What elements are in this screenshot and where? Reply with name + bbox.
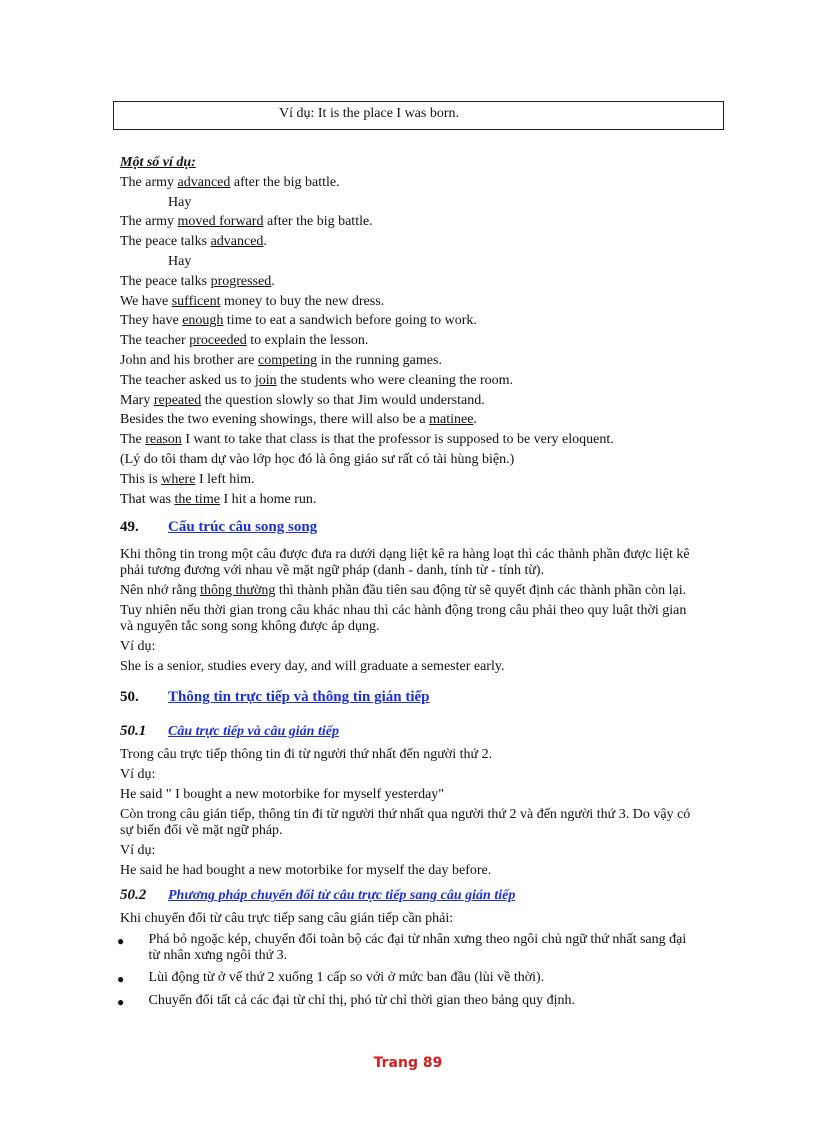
section-50-heading bbox=[120, 689, 700, 715]
section-49-heading bbox=[120, 519, 700, 545]
example-line bbox=[120, 311, 700, 331]
example-line bbox=[120, 391, 700, 411]
bullet-list bbox=[117, 932, 700, 1010]
underlined-term: competing bbox=[258, 352, 318, 368]
text-run: That was bbox=[120, 491, 175, 507]
example-label: Ví dụ: bbox=[120, 639, 156, 655]
text-run: The army bbox=[120, 214, 178, 230]
section-title-link[interactable]: Cấu trúc câu song song bbox=[168, 519, 318, 536]
text-run: . bbox=[473, 412, 477, 428]
text-run: I want to take that class is that the professor is supposed to be very eloquent. bbox=[181, 432, 614, 448]
text-run: This is bbox=[120, 471, 162, 487]
underlined-term: progressed bbox=[210, 273, 272, 289]
paragraph: Trong câu trực tiếp thông tin đi từ người thứ nhất đến người thứ 2. bbox=[120, 747, 493, 763]
underlined-term: where bbox=[161, 471, 196, 487]
text-run: in the running games. bbox=[317, 352, 442, 368]
underlined-term: join bbox=[254, 372, 277, 388]
bullet-text: Lùi động từ ở vế thứ 2 xuống 1 cấp so với ở mức ban đầu (lùi về thời). bbox=[148, 970, 545, 986]
example-line bbox=[120, 371, 700, 391]
example-sentence: He said he had bought a new motorbike for myself the day before. bbox=[120, 863, 492, 879]
underlined-term: enough bbox=[182, 313, 224, 329]
text-run: Mary bbox=[120, 392, 154, 408]
section-title-link[interactable]: Thông tin trực tiếp và thông tin gián tiếp bbox=[168, 689, 430, 706]
underlined-term: repeated bbox=[153, 392, 202, 408]
text-run: . bbox=[263, 234, 267, 250]
example-line bbox=[120, 490, 700, 510]
example-box bbox=[113, 101, 724, 130]
example-line bbox=[120, 450, 700, 470]
underlined-term: advanced bbox=[177, 174, 231, 190]
page-number: Trang 89 bbox=[373, 1055, 443, 1071]
bullet-item bbox=[117, 993, 700, 1010]
text-run: the question slowly so that Jim would understand. bbox=[201, 392, 485, 408]
text-run: The peace talks bbox=[120, 234, 211, 250]
bullet-icon: ● bbox=[117, 934, 125, 949]
example-sentence: She is a senior, studies every day, and will graduate a semester early. bbox=[120, 659, 505, 675]
example-line bbox=[120, 193, 700, 213]
subsection-number: 50.1 bbox=[120, 723, 147, 740]
subsection-title-link[interactable]: Câu trực tiếp và câu gián tiếp bbox=[168, 724, 339, 740]
underlined-term: moved forward bbox=[177, 214, 264, 230]
subsection-number: 50.2 bbox=[120, 887, 147, 904]
text-run: Hay bbox=[168, 194, 192, 210]
text-run: . bbox=[271, 273, 275, 289]
paragraph bbox=[120, 583, 700, 599]
examples-list bbox=[120, 173, 700, 510]
text-run: John and his brother are bbox=[120, 352, 259, 368]
text-run: money to buy the new dress. bbox=[220, 293, 385, 309]
bullet-text: Phá bỏ ngoặc kép, chuyển đổi toàn bộ các đại từ nhân xưng theo ngôi chủ ngữ thứ nhất sang đại từ nhân xưng ngôi thứ 3. bbox=[148, 932, 687, 964]
example-label: Ví dụ: bbox=[120, 843, 156, 859]
text-run: We have bbox=[120, 293, 172, 309]
text-run: Nên nhớ rằng bbox=[120, 583, 201, 599]
example-line bbox=[120, 252, 700, 272]
example-line bbox=[120, 173, 700, 193]
text-run: The bbox=[120, 432, 146, 448]
text-run: to explain the lesson. bbox=[246, 333, 369, 349]
text-run: after the big battle. bbox=[263, 214, 373, 230]
underlined-term: matinee bbox=[429, 412, 474, 428]
example-line bbox=[120, 470, 700, 490]
example-box-text: Ví dụ: It is the place I was born. bbox=[279, 106, 460, 121]
page-body bbox=[117, 153, 700, 1016]
bullet-item bbox=[117, 970, 700, 987]
text-run: I left him. bbox=[195, 471, 255, 487]
bullet-item bbox=[117, 932, 700, 964]
underlined-term: proceeded bbox=[189, 333, 247, 349]
example-line bbox=[120, 272, 700, 292]
example-line bbox=[120, 331, 700, 351]
section-number: 50. bbox=[120, 689, 139, 706]
example-label: Ví dụ: bbox=[120, 767, 156, 783]
text-run: the students who were cleaning the room. bbox=[276, 372, 514, 388]
text-run: The army bbox=[120, 174, 178, 190]
subsection-title-link[interactable]: Phương pháp chuyển đổi từ câu trực tiếp sang câu gián tiếp bbox=[168, 888, 516, 904]
text-run: They have bbox=[120, 313, 183, 329]
example-line bbox=[120, 410, 700, 430]
example-line bbox=[120, 351, 700, 371]
paragraph: Khi chuyển đổi từ câu trực tiếp sang câu gián tiếp cần phải: bbox=[120, 911, 454, 927]
underlined-term: sufficent bbox=[171, 293, 221, 309]
text-run: (Lý do tôi tham dự vào lớp học đó là ông giáo sư rất có tài hùng biện.) bbox=[120, 451, 515, 467]
underlined-term: thông thường bbox=[200, 583, 276, 599]
bullet-icon: ● bbox=[117, 972, 125, 987]
text-run: thì thành phần đầu tiên sau động từ sẽ quyết định các thành phần còn lại. bbox=[275, 583, 687, 599]
bullet-text: Chuyển đổi tất cả các đại từ chỉ thị, phó từ chỉ thời gian theo bảng quy định. bbox=[148, 993, 576, 1009]
paragraph: Còn trong câu gián tiếp, thông tin đi từ người thứ nhất qua người thứ 2 và đến người thứ 3. Do vậy có sự biến đổi về mặt ngữ pháp. bbox=[120, 807, 691, 839]
paragraph: Khi thông tin trong một câu được đưa ra dưới dạng liệt kê ra hàng loạt thì các thành phần được liệt kê phải tương đương với nhau về mặt ngữ pháp (danh - danh, tính từ - tính từ). bbox=[120, 547, 690, 579]
text-run: The peace talks bbox=[120, 273, 211, 289]
bullet-icon: ● bbox=[117, 995, 125, 1010]
text-run: I hit a home run. bbox=[219, 491, 317, 507]
underlined-term: advanced bbox=[210, 234, 264, 250]
text-run: Besides the two evening showings, there will also be a bbox=[120, 412, 430, 428]
text-run: after the big battle. bbox=[230, 174, 340, 190]
text-run: time to eat a sandwich before going to work. bbox=[223, 313, 477, 329]
example-line bbox=[120, 292, 700, 312]
section-number: 49. bbox=[120, 519, 139, 536]
example-line bbox=[120, 232, 700, 252]
underlined-term: the time bbox=[174, 491, 220, 507]
example-line bbox=[120, 430, 700, 450]
underlined-term: reason bbox=[145, 432, 182, 448]
subsection-50-1-heading bbox=[120, 723, 700, 745]
text-run: The teacher bbox=[120, 333, 190, 349]
text-run: The teacher asked us to bbox=[120, 372, 255, 388]
example-sentence: He said " I bought a new motorbike for myself yesterday" bbox=[120, 787, 445, 803]
paragraph: Tuy nhiên nếu thời gian trong câu khác nhau thì các hành động trong câu phải theo quy luật thời gian và nguyên tắc song song không được áp dụng. bbox=[120, 603, 687, 635]
examples-heading: Một số ví dụ: bbox=[120, 155, 196, 170]
example-line bbox=[120, 212, 700, 232]
text-run: Hay bbox=[168, 253, 192, 269]
subsection-50-2-heading bbox=[120, 887, 700, 909]
